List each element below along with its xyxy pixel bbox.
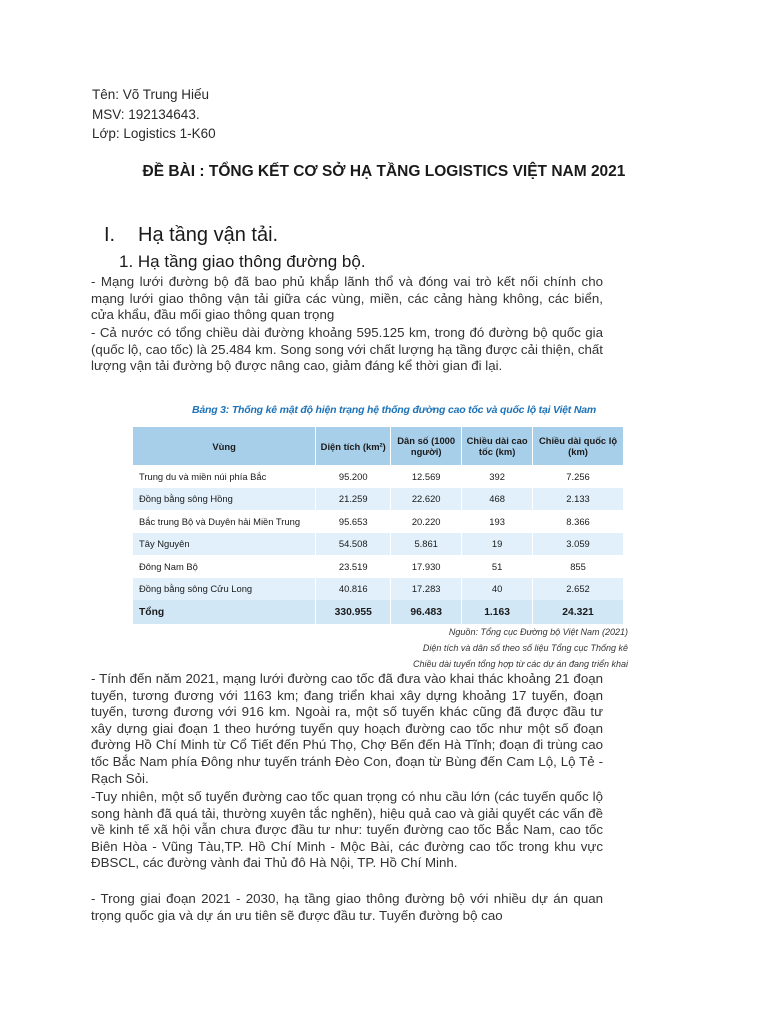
student-id: MSV: 192134643. [92,106,200,122]
table-cell: Trung du và miền núi phía Bắc [133,465,316,488]
table-note: Diện tích và dân số theo số liệu Tổng cục Thống kê [422,643,628,653]
table-cell: 2.652 [533,578,624,601]
table-source-note: Nguồn: Tổng cục Đường bộ Việt Nam (2021) [448,627,628,637]
table-cell: 2.133 [533,488,624,511]
section-title: Hạ tầng vận tải. [138,224,279,246]
student-class: Lớp: Logistics 1-K60 [92,126,216,141]
table-cell: 468 [462,488,533,511]
column-header: Chiều dài cao tốc (km) [462,427,533,465]
table-note: Chiều dài tuyến tổng hợp từ các dự án đang triển khai [413,659,628,669]
document-title: ĐỀ BÀI : TỔNG KẾT CƠ SỞ HẠ TẦNG LOGISTICS VIỆT NAM 2021 [142,163,626,180]
table-cell: Đông Nam Bộ [133,555,316,578]
column-header: Vùng [133,427,316,465]
student-name: Tên: Võ Trung Hiếu [92,87,210,102]
table-cell: 95.653 [316,510,391,533]
paragraph: - Cả nước có tổng chiều dài đường khoảng 595.125 km, trong đó đường bộ quốc gia (quốc lộ, cao tốc) là 25.484 km. Song song với chất lượng hạ tầng được cải thiện, chất lượng vận tải đường bộ được nâng cao, giảm đáng kể thời gian đi lại. [91,325,603,374]
table-cell: 5.861 [391,533,462,556]
table-cell: 40.816 [316,578,391,601]
table-row [133,578,624,601]
table-notes [413,624,628,672]
table-cell: 24.321 [533,600,624,624]
section-heading [104,224,278,247]
table-cell: 20.220 [391,510,462,533]
student-info [92,85,216,144]
table-cell: 193 [462,510,533,533]
table-row [133,510,624,533]
paragraph: -Tuy nhiên, một số tuyến đường cao tốc quan trọng có nhu cầu lớn (các tuyến quốc lộ song hành đã quá tải, thường xuyên tắc nghẽn), hiệu quả cao và giải quyết các vấn đề về kinh tế xã hội vẫn chưa được đầu tư như: tuyến đường cao tốc Bắc Nam, cao tốc Biên Hòa - Vũng Tàu,TP. Hồ Chí Minh - Mộc Bài, các đường cao tốc trong khu vực ĐBSCL, các đường vành đai Thủ đô Hà Nội, TP. Hồ Chí Minh. [91,789,603,871]
table-cell: 17.283 [391,578,462,601]
table-cell: 855 [533,555,624,578]
table-cell: 330.955 [316,600,391,624]
table-cell: Bắc trung Bộ và Duyên hải Miền Trung [133,510,316,533]
statistics-table [133,427,624,624]
column-header: Dân số (1000 người) [391,427,462,465]
table-cell: 21.259 [316,488,391,511]
table-cell: 19 [462,533,533,556]
table-cell: Tây Nguyên [133,533,316,556]
table-caption: Bảng 3: Thống kê mật độ hiện trạng hệ thống đường cao tốc và quốc lộ tại Việt Nam [192,404,596,416]
table-cell: 1.163 [462,600,533,624]
table-row [133,533,624,556]
table-cell: 392 [462,465,533,488]
table-cell: 51 [462,555,533,578]
paragraph: - Tính đến năm 2021, mạng lưới đường cao tốc đã đưa vào khai thác khoảng 21 đoạn tuyến, tương đương với 1163 km; đang triển khai xây dựng khoảng 17 tuyến, đoạn tuyến, tương đương với 916 km. Ngoài ra, một số tuyến khác cũng đã được đầu tư xây dựng giai đoạn 1 theo hướng tuyến quy hoạch đường cao tốc như một số đoạn đường Hồ Chí Minh từ Cổ Tiết đến Phú Thọ, Chợ Bến đến Hà Tĩnh; đoạn đi trùng cao tốc Bắc Nam phía Đông như tuyến tránh Đèo Con, đoạn từ Bùng đến Cam Lộ, Lộ Tẻ - Rạch Sỏi. [91,671,603,786]
table-cell: 3.059 [533,533,624,556]
table-row [133,488,624,511]
table-cell: 8.366 [533,510,624,533]
table-cell: 40 [462,578,533,601]
table-cell: Đồng bằng sông Cửu Long [133,578,316,601]
table-cell: 12.569 [391,465,462,488]
table-cell: Tổng [133,600,316,624]
table-cell: 17.930 [391,555,462,578]
table-header-row [133,427,624,465]
column-header: Diện tích (km²) [316,427,391,465]
table-cell: 7.256 [533,465,624,488]
table-cell: 22.620 [391,488,462,511]
column-header: Chiều dài quốc lộ (km) [533,427,624,465]
subsection-heading: 1. Hạ tầng giao thông đường bộ. [119,252,366,271]
table-cell: Đồng bằng sông Hồng [133,488,316,511]
table-cell: 95.200 [316,465,391,488]
table-total-row [133,600,624,624]
paragraph: - Mạng lưới đường bộ đã bao phủ khắp lãnh thổ và đóng vai trò kết nối chính cho mạng lưới giao thông vận tải giữa các vùng, miền, các cảng hàng không, các biển, cửa khẩu, đầu mối giao thông quan trọng [91,274,603,323]
table-cell: 23.519 [316,555,391,578]
table-row [133,555,624,578]
section-number: I. [104,224,116,246]
table-cell: 96.483 [391,600,462,624]
table-row [133,465,624,488]
table-cell: 54.508 [316,533,391,556]
paragraph: - Trong giai đoạn 2021 - 2030, hạ tầng giao thông đường bộ với nhiều dự án quan trọng quốc gia và dự án ưu tiên sẽ được đầu tư. Tuyến đường bộ cao [91,891,603,923]
